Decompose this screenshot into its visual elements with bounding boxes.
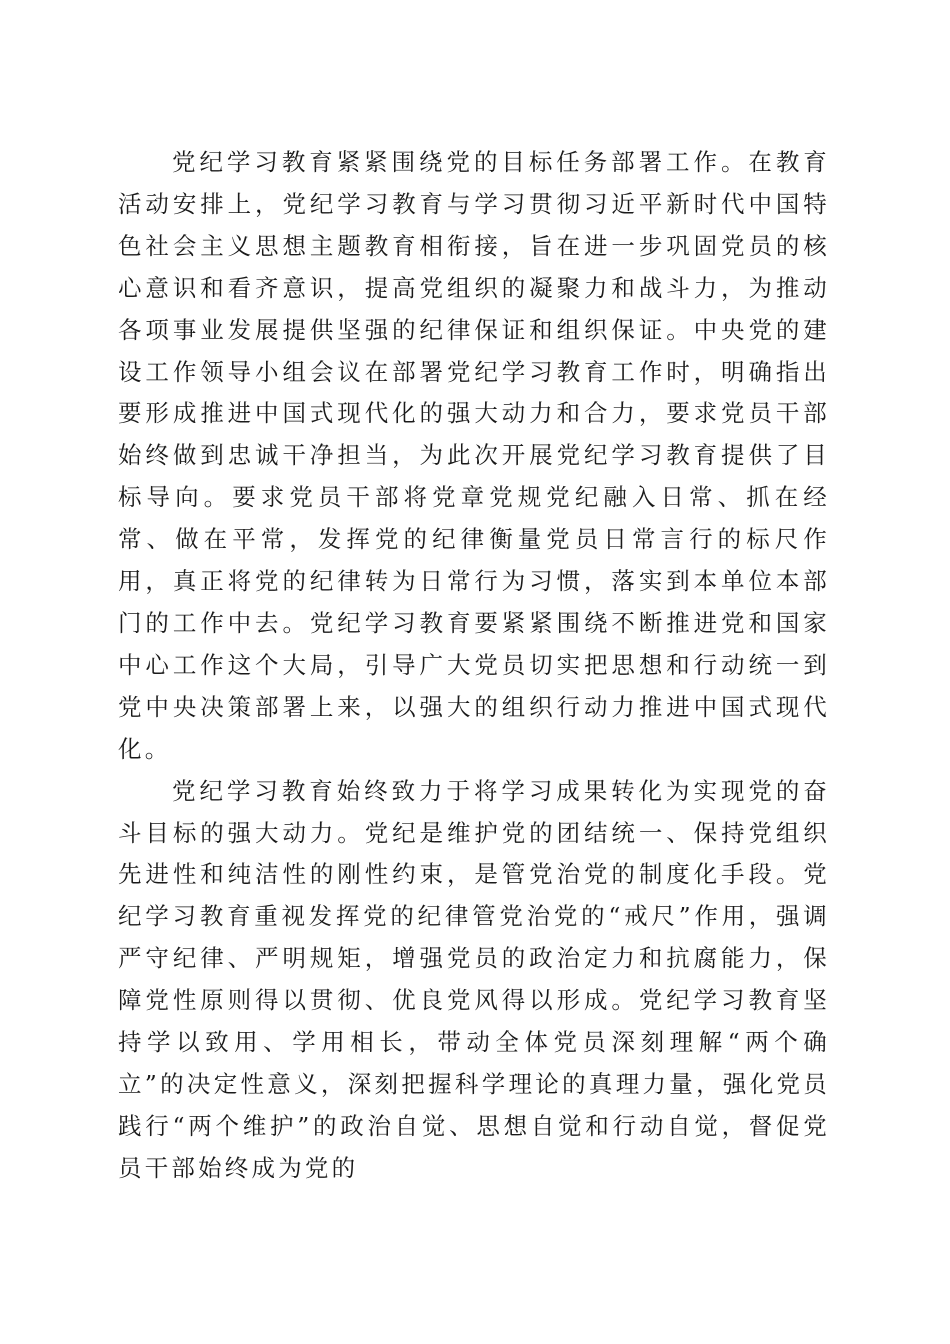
paragraph-1: 党纪学习教育紧紧围绕党的目标任务部署工作。在教育活动安排上，党纪学习教育与学习贯彻习近平新时代中国特色社会主义思想主题教育相衔接，旨在进一步巩固党员的核心意识和看齐意识，提高党组织的凝聚力和战斗力，为推动各项事业发展提供坚强的纪律保证和组织保证。中央党的建设工作领导小组会议在部署党纪学习教育工作时，明确指出要形成推进中国式现代化的强大动力和合力，要求党员干部始终做到忠诚干净担当，为此次开展党纪学习教育提供了目标导向。要求党员干部将党章党规党纪融入日常、抓在经常、做在平常，发挥党的纪律衡量党员日常言行的标尺作用，真正将党的纪律转为日常行为习惯，落实到本单位本部门的工作中去。党纪学习教育要紧紧围绕不断推进党和国家中心工作这个大局，引导广大党员切实把思想和行动统一到党中央决策部署上来，以强大的组织行动力推进中国式现代化。 [118,148,830,763]
paragraph-2: 党纪学习教育始终致力于将学习成果转化为实现党的奋斗目标的强大动力。党纪是维护党的团结统一、保持党组织先进性和纯洁性的刚性约束，是管党治党的制度化手段。党纪学习教育重视发挥党的纪律管党治党的“戒尺”作用，强调严守纪律、严明规矩，增强党员的政治定力和抗腐能力，保障党性原则得以贯彻、优良党风得以形成。党纪学习教育坚持学以致用、学用相长，带动全体党员深刻理解“两个确立”的决定性意义，深刻把握科学理论的真理力量，强化党员践行“两个维护”的政治自觉、思想自觉和行动自觉，督促党员干部始终成为党的 [118,776,830,1182]
document-body [118,142,830,1190]
